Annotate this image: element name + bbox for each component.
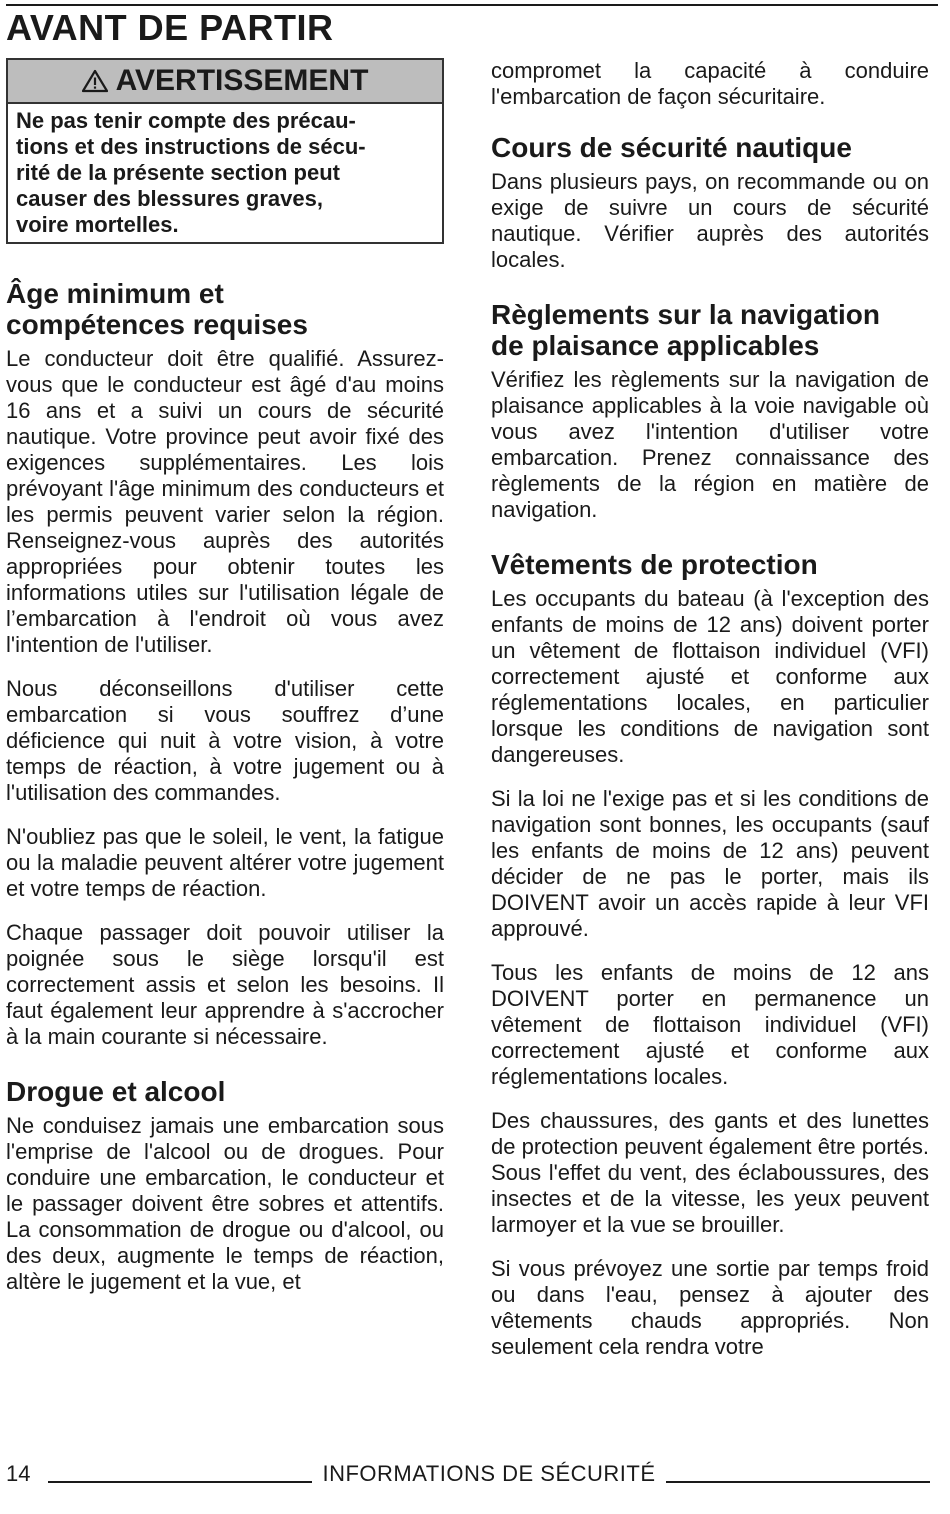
warning-line: tions et des instructions de sécu-	[16, 134, 366, 159]
age-heading-line1: Âge minimum et	[6, 278, 224, 309]
warning-box	[6, 58, 444, 244]
age-paragraph-4: Chaque passager doit pouvoir utiliser la poignée sous le siège lorsqu'il est correctement assis et selon les besoins. Il faut également leur apprendre à s'accrocher à la main courante si nécessaire.	[6, 920, 444, 1049]
age-heading-line2: compétences requises	[6, 309, 308, 340]
warning-title: AVERTISSEMENT	[115, 64, 369, 97]
warning-line: voire mortelles.	[16, 212, 179, 237]
page-title: AVANT DE PARTIR	[6, 7, 334, 48]
drugs-heading: Drogue et alcool	[6, 1076, 226, 1107]
warning-text	[8, 104, 442, 242]
footer-section-title: INFORMATIONS DE SÉCURITÉ	[322, 1461, 656, 1486]
course-paragraph-1: Dans plusieurs pays, on recommande ou on exige de suivre un cours de sécurité nautique. Vérifier auprès des autorités locales.	[491, 169, 929, 272]
warning-header	[8, 60, 442, 104]
age-paragraph-3: N'oubliez pas que le soleil, le vent, la fatigue ou la maladie peuvent altérer votre jugement et votre temps de réaction.	[6, 824, 444, 901]
clothing-paragraph-4: Des chaussures, des gants et des lunettes de protection peuvent également être portés. Sous l'effet du vent, des éclaboussures, des insectes et de la vitesse, les yeux peuvent larmoyer et la vue se brouiller.	[491, 1108, 929, 1237]
footer-rule-left	[48, 1481, 312, 1483]
clothing-paragraph-2: Si la loi ne l'exige pas et si les conditions de navigation sont bonnes, les occupants (sauf les enfants de moins de 12 ans) peuvent décider de ne pas le porter, mais ils DOIVENT avoir un accès rapide à leur VFI approuvé.	[491, 786, 929, 941]
course-heading: Cours de sécurité nautique	[491, 132, 852, 163]
page-footer	[6, 1460, 930, 1488]
warning-line: causer des blessures graves,	[16, 186, 323, 211]
footer-rule-right	[666, 1481, 930, 1483]
rules-heading-line2: de plaisance applicables	[491, 330, 820, 361]
drugs-paragraph-1: Ne conduisez jamais une embarcation sous l'emprise de l'alcool ou de drogues. Pour conduire une embarcation, le conducteur et le passager doivent être sobres et attentifs. La consommation de drogue ou d'alcool, ou des deux, augmente le temps de réaction, altère le jugement et la vue, et	[6, 1113, 444, 1294]
rules-heading-line1: Règlements sur la navigation	[491, 299, 880, 330]
warning-line: rité de la présente section peut	[16, 160, 340, 185]
clothing-paragraph-1: Les occupants du bateau (à l'exception des enfants de moins de 12 ans) doivent porter un vêtement de flottaison individuel (VFI) correctement ajusté et conforme aux réglementations locales, en particulier lorsque les conditions de navigation sont dangereuses.	[491, 586, 929, 767]
rules-paragraph-1: Vérifiez les règlements sur la navigation de plaisance applicables à la voie navigable où vous avez l'intention d'utiliser votre embarcation. Prenez connaissance des règlements de la région en matière de navigation.	[491, 367, 929, 522]
rules-heading	[491, 299, 929, 361]
clothing-paragraph-3: Tous les enfants de moins de 12 ans DOIVENT porter en permanence un vêtement de flottaison individuel (VFI) correctement ajusté et conforme aux réglementations locales.	[491, 960, 929, 1089]
warning-line: Ne pas tenir compte des précau-	[16, 108, 356, 133]
age-paragraph-2: Nous déconseillons d'utiliser cette embarcation si vous souffrez d’une déficience qui nuit à votre vision, à votre temps de réaction, à votre jugement ou à l'utilisation des commandes.	[6, 676, 444, 805]
continued-paragraph: compromet la capacité à conduire l'embarcation de façon sécuritaire.	[491, 58, 929, 109]
clothing-paragraph-5: Si vous prévoyez une sortie par temps froid ou dans l'eau, pensez à ajouter des vêtements chauds appropriés. Non seulement cela rendra votre	[491, 1256, 929, 1359]
right-column	[491, 58, 929, 1378]
age-paragraph-1: Le conducteur doit être qualifié. Assurez-vous que le conducteur est âgé d'au moins 16 ans et a suivi un cours de sécurité nautique. Votre province peut avoir fixé des exigences supplémentaires. Les lois prévoyant l'âge minimum des conducteurs et les permis peuvent varier selon la région. Renseignez-vous auprès des autorités appropriées pour obtenir toutes les informations utiles sur l'utilisation légale de l’embarcation à l'endroit où vous avez l'intention de l'utiliser.	[6, 346, 444, 657]
left-column	[6, 58, 444, 1313]
page-number: 14	[6, 1461, 31, 1486]
warning-triangle-icon	[82, 69, 108, 93]
age-heading	[6, 278, 444, 340]
clothing-heading: Vêtements de protection	[491, 549, 818, 580]
